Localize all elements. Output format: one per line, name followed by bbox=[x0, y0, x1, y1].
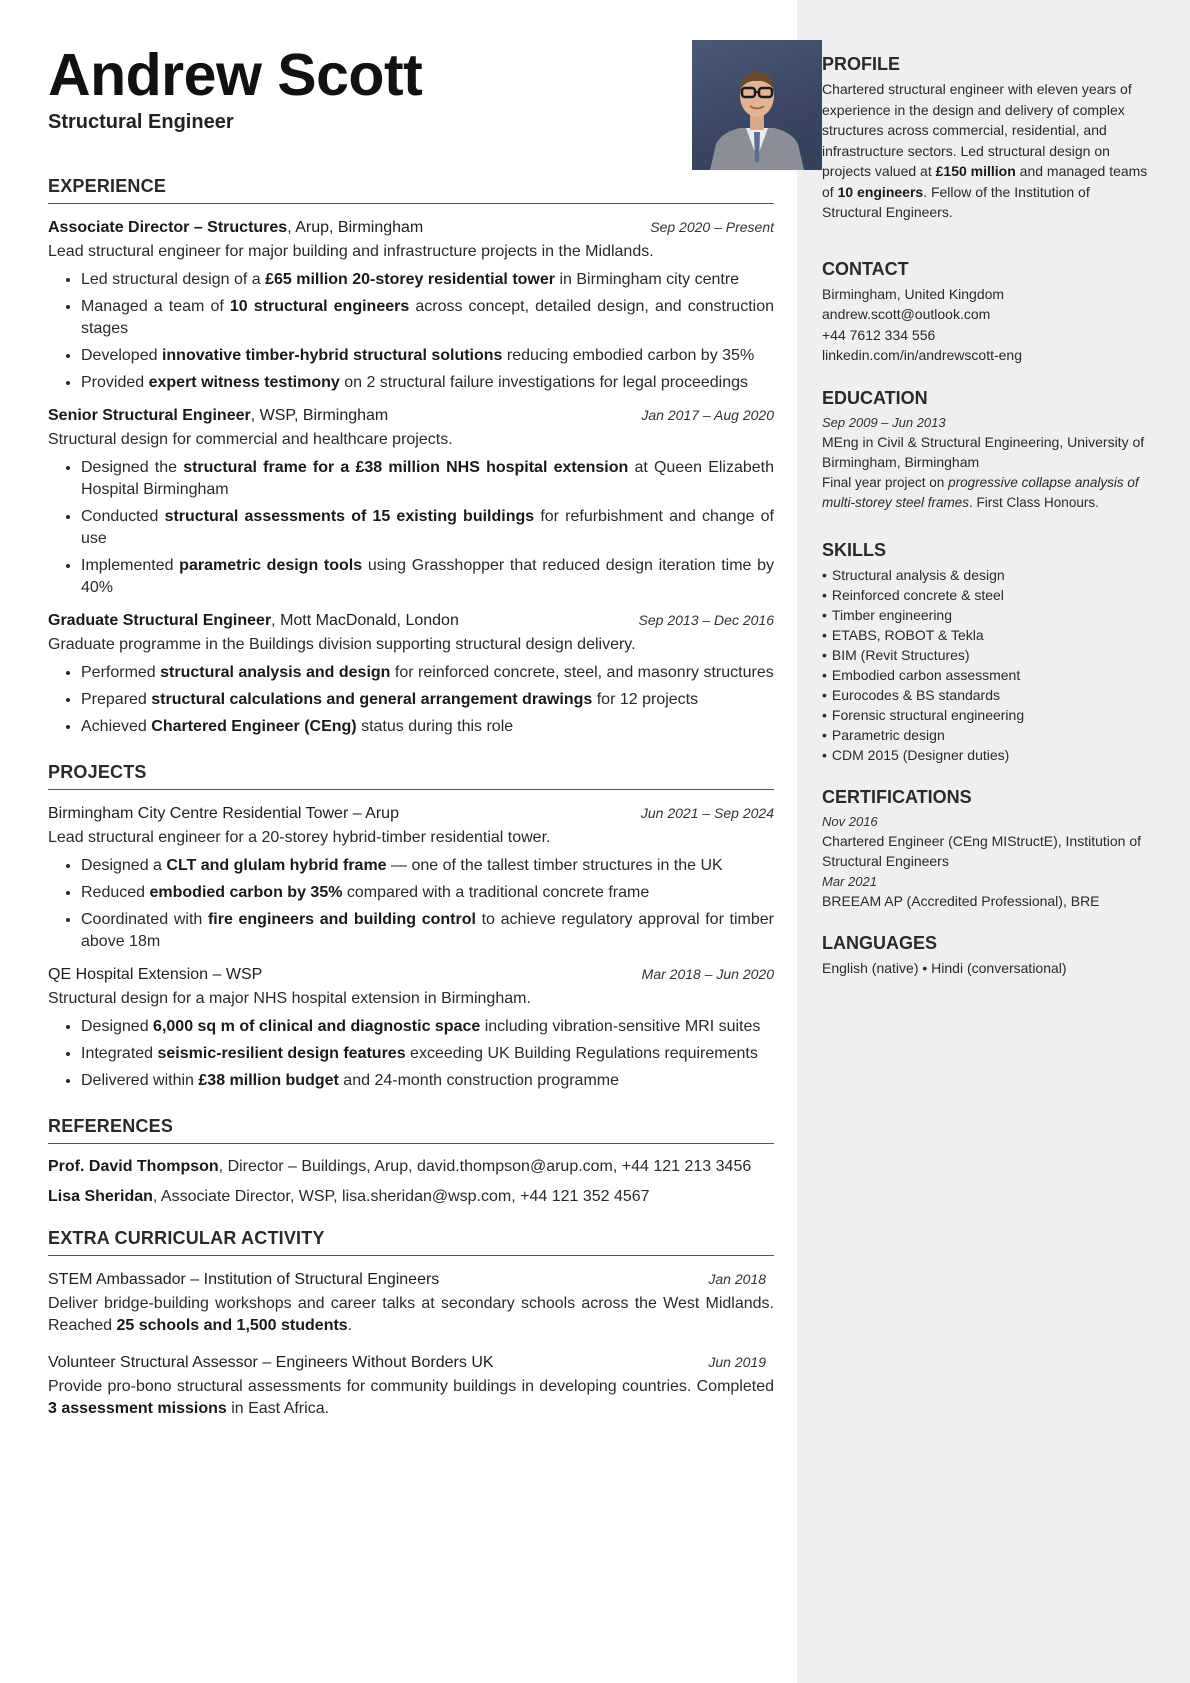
project-date: Jun 2021 – Sep 2024 bbox=[640, 805, 774, 821]
project-title: Birmingham City Centre Residential Tower – Arup bbox=[48, 805, 399, 822]
activity-date: Jun 2019 bbox=[708, 1354, 766, 1370]
project-description: Structural design for a major NHS hospital extension in Birmingham. bbox=[48, 990, 531, 1007]
skill-item: • Reinforced concrete & steel bbox=[822, 585, 1152, 605]
candidate-title: Structural Engineer bbox=[48, 111, 234, 133]
list-item: • Designed the structural frame for a £38 million NHS hospital extension at Queen Elizabeth Hospital Birmingham bbox=[81, 457, 774, 501]
list-item: • Provided expert witness testimony on 2 structural failure investigations for legal proceedings bbox=[81, 372, 774, 394]
section-heading: LANGUAGES bbox=[822, 933, 938, 953]
languages-text: English (native) • Hindi (conversational) bbox=[822, 960, 1067, 976]
job-role: Senior Structural Engineer bbox=[48, 407, 251, 424]
activity-description: Provide pro-bono structural assessments for community buildings in developing countries. Completed 3 assessment missions in East Africa. bbox=[48, 1378, 774, 1417]
job-description: Graduate programme in the Buildings division supporting structural design delivery. bbox=[48, 636, 636, 653]
contact-section bbox=[822, 259, 1152, 366]
profile-section bbox=[822, 54, 1152, 223]
education-section bbox=[822, 388, 1152, 514]
job-role: Graduate Structural Engineer bbox=[48, 612, 272, 629]
activity-title: Volunteer Structural Assessor – Engineers Without Borders UK bbox=[48, 1354, 494, 1371]
list-item: • Performed structural analysis and design for reinforced concrete, steel, and masonry structures bbox=[81, 662, 774, 684]
skill-item: • Eurocodes & BS standards bbox=[822, 685, 1152, 705]
project-title: QE Hospital Extension – WSP bbox=[48, 966, 263, 983]
project-entry bbox=[48, 963, 774, 1092]
section-heading: SKILLS bbox=[822, 539, 887, 560]
job-date: Sep 2013 – Dec 2016 bbox=[638, 612, 774, 628]
list-item: • Managed a team of 10 structural engineers across concept, detailed design, and construction stages bbox=[81, 296, 774, 340]
skill-item: • Timber engineering bbox=[822, 605, 1152, 625]
contact-linkedin[interactable]: linkedin.com/in/andrewscott-eng bbox=[822, 347, 1022, 363]
list-item: • Reduced embodied carbon by 35% compared with a traditional concrete frame bbox=[81, 882, 774, 904]
activity-description: Deliver bridge-building workshops and career talks at secondary schools across the West Midlands. Reached 25 schools and 1,500 students. bbox=[48, 1295, 774, 1334]
contact-phone[interactable]: +44 7612 334 556 bbox=[822, 326, 936, 343]
job-description: Lead structural engineer for major building and infrastructure projects in the Midlands. bbox=[48, 243, 654, 260]
activity-title: STEM Ambassador – Institution of Structural Engineers bbox=[48, 1271, 440, 1288]
education-date: Sep 2009 – Jun 2013 bbox=[822, 414, 946, 430]
list-item: • Achieved Chartered Engineer (CEng) status during this role bbox=[81, 716, 774, 738]
cert-name: BREEAM AP (Accredited Professional), BRE bbox=[822, 892, 1100, 909]
experience-entry bbox=[48, 404, 774, 599]
skill-item: • Embodied carbon assessment bbox=[822, 665, 1152, 685]
contact-email[interactable]: andrew.scott@outlook.com bbox=[822, 306, 991, 322]
profile-photo bbox=[692, 40, 822, 170]
activity-entry bbox=[48, 1268, 774, 1337]
activity-date: Jan 2018 bbox=[708, 1271, 766, 1287]
list-item: • Designed a CLT and glulam hybrid frame — one of the tallest timber structures in the UK bbox=[81, 855, 774, 877]
skill-item: • ETABS, ROBOT & Tekla bbox=[822, 625, 1152, 645]
candidate-name: Andrew Scott bbox=[48, 42, 423, 108]
job-org: , Arup, Birmingham bbox=[287, 219, 424, 236]
certifications-section bbox=[822, 787, 1152, 912]
references-section bbox=[48, 1116, 774, 1208]
section-heading: EDUCATION bbox=[822, 387, 928, 408]
list-item: • Led structural design of a £65 million 20-storey residential tower in Birmingham city centre bbox=[81, 269, 774, 291]
job-date: Jan 2017 – Aug 2020 bbox=[641, 407, 774, 423]
job-description: Structural design for commercial and healthcare projects. bbox=[48, 431, 453, 448]
project-date: Mar 2018 – Jun 2020 bbox=[641, 966, 774, 982]
list-item: • Prepared structural calculations and general arrangement drawings for 12 projects bbox=[81, 689, 774, 711]
list-item: • Designed 6,000 sq m of clinical and diagnostic space including vibration-sensitive MRI suites bbox=[81, 1016, 774, 1038]
list-item: • Coordinated with fire engineers and building control to achieve regulatory approval for timber above 18m bbox=[81, 909, 774, 953]
activity-entry bbox=[48, 1351, 774, 1420]
cert-date: Mar 2021 bbox=[822, 873, 877, 889]
job-org: , Mott MacDonald, London bbox=[271, 612, 459, 629]
skill-item: • Parametric design bbox=[822, 725, 1152, 745]
experience-section bbox=[48, 176, 774, 738]
skill-item: • BIM (Revit Structures) bbox=[822, 645, 1152, 665]
list-item: • Integrated seismic-resilient design features exceeding UK Building Regulations requirements bbox=[81, 1043, 774, 1065]
projects-section bbox=[48, 762, 774, 1092]
education-degree: MEng in Civil & Structural Engineering, University of Birmingham, Birmingham bbox=[822, 433, 1145, 470]
list-item: • Delivered within £38 million budget and 24-month construction programme bbox=[81, 1070, 774, 1092]
skill-item: • CDM 2015 (Designer duties) bbox=[822, 745, 1152, 765]
section-heading: CERTIFICATIONS bbox=[822, 786, 972, 807]
section-heading: PROFILE bbox=[822, 54, 901, 74]
experience-entry bbox=[48, 216, 774, 394]
contact-location: Birmingham, United Kingdom bbox=[822, 285, 1005, 302]
extracurricular-section bbox=[48, 1228, 774, 1420]
skill-item: • Forensic structural engineering bbox=[822, 705, 1152, 725]
profile-summary: Chartered structural engineer with eleven years of experience in the design and delivery of complex structures across commercial, residential, and infrastructure sectors. Led structural design on projects valued at £150 million and managed teams of 10 engineers. Fellow of the Institution of Structural Engineers. bbox=[822, 81, 1148, 220]
project-entry bbox=[48, 802, 774, 953]
skills-section bbox=[822, 540, 1152, 765]
education-note: Final year project on progressive collapse analysis of multi-storey steel frames. First Class Honours. bbox=[822, 474, 1139, 510]
skill-item: • Structural analysis & design bbox=[822, 565, 1152, 585]
job-date: Sep 2020 – Present bbox=[650, 219, 774, 235]
languages-section bbox=[822, 933, 1152, 979]
section-heading: CONTACT bbox=[822, 258, 909, 279]
sidebar bbox=[822, 54, 1152, 979]
section-heading: EXTRA CURRICULAR ACTIVITY bbox=[48, 1228, 774, 1256]
section-heading: REFERENCES bbox=[48, 1116, 774, 1144]
reference-item: Prof. David Thompson, Director – Buildings, Arup, david.thompson@arup.com, +44 121 213 3456 bbox=[48, 1158, 752, 1175]
project-description: Lead structural engineer for a 20-storey hybrid-timber residential tower. bbox=[48, 829, 551, 846]
list-item: • Conducted structural assessments of 15 existing buildings for refurbishment and change of use bbox=[81, 506, 774, 550]
main-column bbox=[48, 40, 774, 1426]
job-org: , WSP, Birmingham bbox=[250, 407, 389, 424]
experience-entry bbox=[48, 609, 774, 738]
job-role: Associate Director – Structures bbox=[48, 219, 288, 236]
cert-name: Chartered Engineer (CEng MIStructE), Institution of Structural Engineers bbox=[822, 832, 1142, 869]
section-heading: PROJECTS bbox=[48, 762, 774, 790]
cert-date: Nov 2016 bbox=[822, 813, 878, 829]
reference-item: Lisa Sheridan, Associate Director, WSP, lisa.sheridan@wsp.com, +44 121 352 4567 bbox=[48, 1188, 650, 1205]
list-item: • Implemented parametric design tools using Grasshopper that reduced design iteration time by 40% bbox=[81, 555, 774, 599]
section-heading: EXPERIENCE bbox=[48, 176, 774, 204]
list-item: • Developed innovative timber-hybrid structural solutions reducing embodied carbon by 35% bbox=[81, 345, 774, 367]
